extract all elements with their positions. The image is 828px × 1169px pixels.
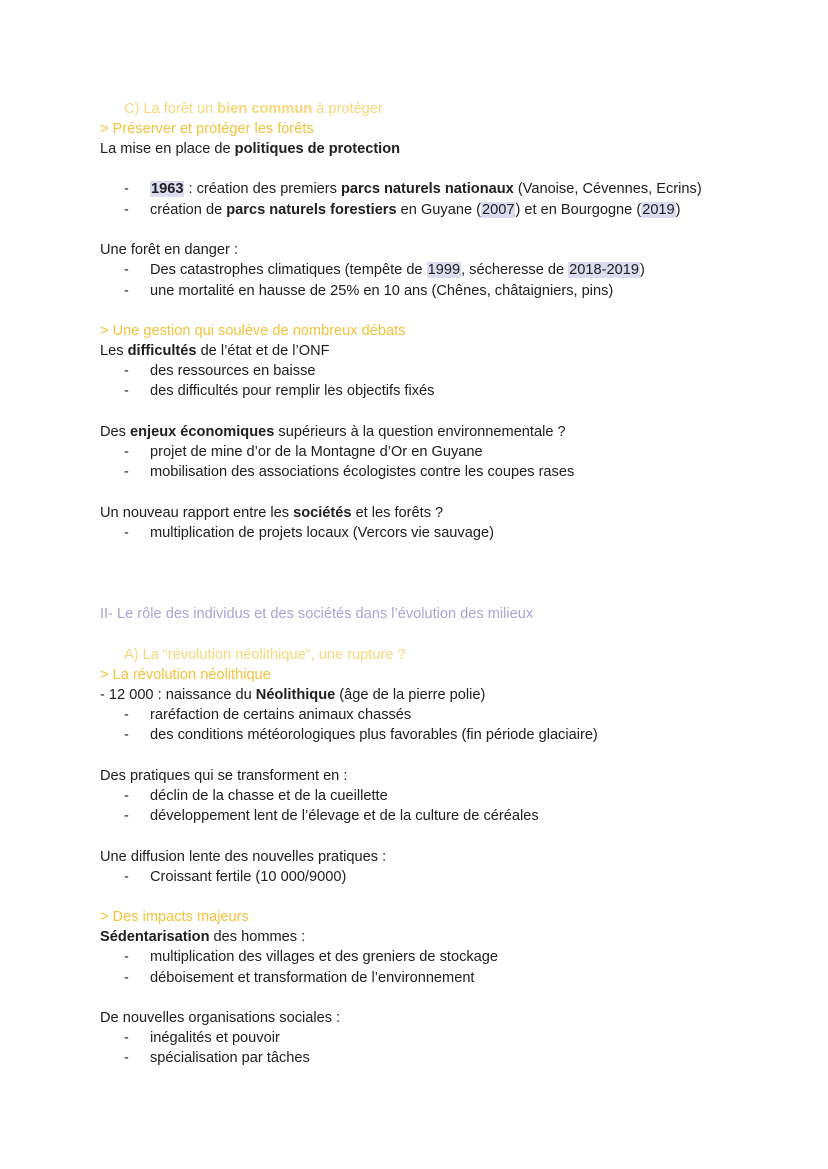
paragraph-neolithique: - 12 000 : naissance du Néolithique (âge de la pierre polie): [100, 687, 486, 703]
paragraph-sedentarisation: Sédentarisation des hommes :: [100, 929, 306, 945]
paragraph-rapport: Un nouveau rapport entre les sociétés et les forêts ?: [100, 505, 444, 521]
paragraph-diffusion: Une diffusion lente des nouvelles pratiques :: [100, 849, 387, 865]
paragraph-danger: Une forêt en danger :: [100, 242, 238, 258]
paragraph-enjeux: Des enjeux économiques supérieurs à la question environnementale ?: [100, 424, 566, 440]
list-item: - spécialisation par tâches: [124, 1050, 310, 1066]
section-c-heading: C) La forêt un bien commun à protéger: [124, 101, 383, 117]
list-item: - création de parcs naturels forestiers en Guyane (2007) et en Bourgogne (2019): [124, 202, 681, 218]
list-item: - une mortalité en hausse de 25% en 10 ans (Chênes, châtaigniers, pins): [124, 283, 614, 299]
list-item: - des conditions météorologiques plus favorables (fin période glaciaire): [124, 727, 598, 743]
section-a-heading: A) La “révolution néolithique”, une rupture ?: [124, 647, 406, 663]
list-item: - Croissant fertile (10 000/9000): [124, 869, 347, 885]
part-2-heading: II- Le rôle des individus et des sociétés dans l’évolution des milieux: [100, 606, 534, 622]
subheading-revolution: > La révolution néolithique: [100, 667, 271, 683]
list-item: - multiplication des villages et des greniers de stockage: [124, 949, 499, 965]
paragraph-politiques: La mise en place de politiques de protection: [100, 141, 401, 157]
list-item: - développement lent de l’élevage et de la culture de céréales: [124, 808, 539, 824]
subheading-gestion: > Une gestion qui soulève de nombreux débats: [100, 323, 406, 339]
paragraph-difficultes: Les difficultés de l’état et de l’ONF: [100, 343, 330, 359]
list-item: - projet de mine d’or de la Montagne d’Or en Guyane: [124, 444, 483, 460]
list-item: - Des catastrophes climatiques (tempête de 1999, sécheresse de 2018-2019): [124, 262, 645, 278]
paragraph-pratiques: Des pratiques qui se transforment en :: [100, 768, 348, 784]
list-item: - mobilisation des associations écologistes contre les coupes rases: [124, 464, 575, 480]
list-item: - multiplication de projets locaux (Vercors vie sauvage): [124, 525, 494, 541]
subheading-preserver: > Préserver et protéger les forêts: [100, 121, 314, 137]
subheading-impacts: > Des impacts majeurs: [100, 909, 249, 925]
list-item: - raréfaction de certains animaux chassés: [124, 707, 412, 723]
list-item: - inégalités et pouvoir: [124, 1030, 280, 1046]
paragraph-organisations: De nouvelles organisations sociales :: [100, 1010, 341, 1026]
list-item: - des ressources en baisse: [124, 363, 316, 379]
list-item: - des difficultés pour remplir les objectifs fixés: [124, 383, 435, 399]
list-item: - déboisement et transformation de l’environnement: [124, 970, 475, 986]
list-item: - 1963 : création des premiers parcs naturels nationaux (Vanoise, Cévennes, Ecrins): [124, 181, 702, 197]
list-item: - déclin de la chasse et de la cueillette: [124, 788, 388, 804]
